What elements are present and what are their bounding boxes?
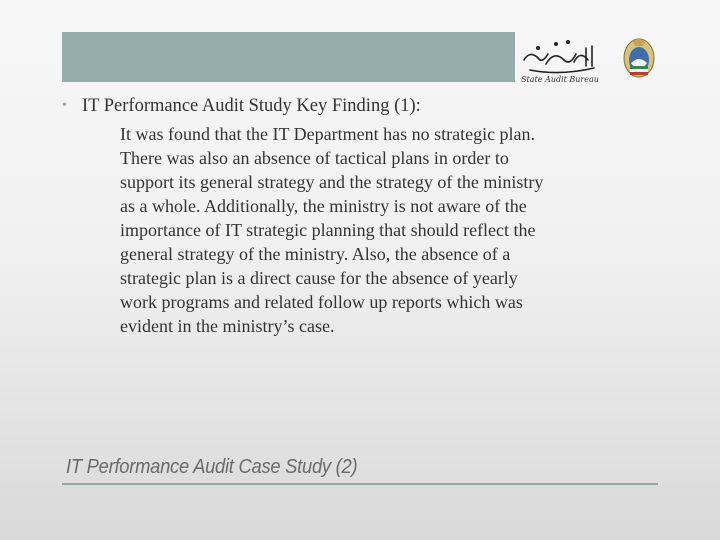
paragraph-line: It was found that the IT Department has no strategic plan. bbox=[120, 124, 536, 144]
logo-graphic bbox=[516, 30, 666, 86]
paragraph-line: work programs and related follow up reports which was bbox=[120, 292, 523, 312]
finding-heading: IT Performance Audit Study Key Finding (1): bbox=[82, 96, 421, 116]
state-audit-bureau-logo bbox=[516, 30, 666, 86]
paragraph-line: evident in the ministry’s case. bbox=[120, 316, 335, 336]
emblem-icon bbox=[624, 39, 654, 77]
paragraph-line: strategic plan is a direct cause for the absence of yearly bbox=[120, 268, 518, 288]
bullet-item bbox=[62, 94, 662, 118]
footer-divider bbox=[62, 483, 658, 485]
paragraph-line: There was also an absence of tactical plans in order to bbox=[120, 148, 509, 168]
bullet-icon: • bbox=[62, 98, 67, 113]
paragraph-line: general strategy of the ministry. Also, the absence of a bbox=[120, 244, 511, 264]
paragraph-line: as a whole. Additionally, the ministry is not aware of the bbox=[120, 196, 527, 216]
slide-content bbox=[62, 94, 662, 338]
footer-title: IT Performance Audit Case Study (2) bbox=[66, 456, 358, 478]
logo-caption: State Audit Bureau bbox=[521, 75, 599, 84]
finding-paragraph bbox=[120, 122, 660, 338]
calligraphy-mark bbox=[524, 41, 594, 73]
paragraph-line: importance of IT strategic planning that should reflect the bbox=[120, 220, 536, 240]
paragraph-line: support its general strategy and the strategy of the ministry bbox=[120, 172, 544, 192]
header-band bbox=[62, 32, 515, 82]
